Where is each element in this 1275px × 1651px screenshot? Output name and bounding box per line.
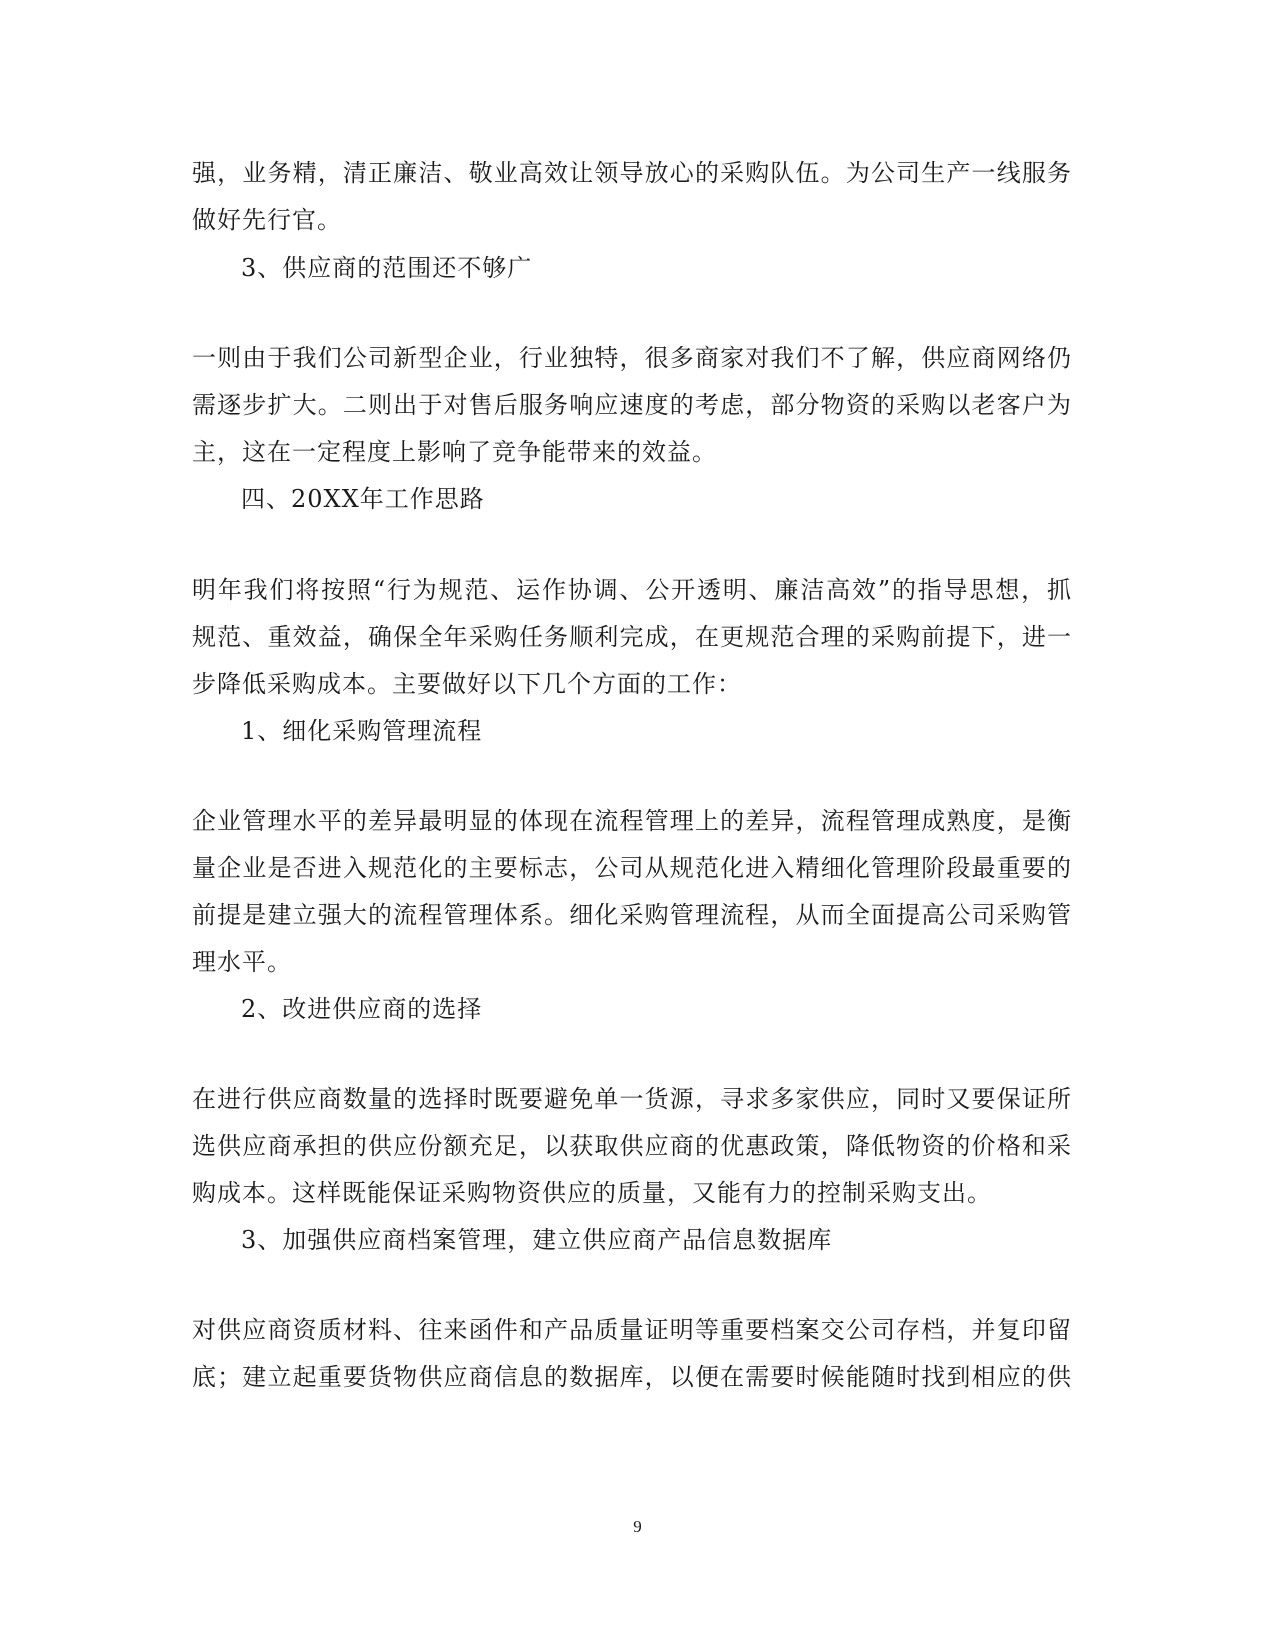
section-heading: 3、供应商的范围还不够广 bbox=[241, 254, 533, 282]
paragraph-line: 购成本。这样既能保证采购物资供应的质量，又能有力的控制采购支出。 bbox=[192, 1179, 992, 1207]
paragraph-line: 步降低采购成本。主要做好以下几个方面的工作： bbox=[192, 670, 742, 698]
section-heading: 四、20XX年工作思路 bbox=[241, 485, 485, 513]
paragraph-line: 主，这在一定程度上影响了竞争能带来的效益。 bbox=[192, 438, 717, 466]
paragraph-line: 做好先行官。 bbox=[192, 206, 342, 234]
page-number: 9 bbox=[633, 1517, 642, 1536]
paragraph-line: 量企业是否进入规范化的主要标志，公司从规范化进入精细化管理阶段最重要的 bbox=[192, 854, 1072, 882]
paragraph-line: 对供应商资质材料、往来函件和产品质量证明等重要档案交公司存档，并复印留 bbox=[192, 1316, 1072, 1344]
paragraph-line: 明年我们将按照“行为规范、运作协调、公开透明、廉洁高效”的指导思想，抓 bbox=[192, 576, 1072, 604]
paragraph-line: 理水平。 bbox=[192, 948, 292, 976]
section-heading: 2、改进供应商的选择 bbox=[241, 995, 483, 1023]
paragraph-line: 规范、重效益，确保全年采购任务顺利完成，在更规范合理的采购前提下，进一 bbox=[192, 623, 1072, 651]
paragraph-line: 底；建立起重要货物供应商信息的数据库，以便在需要时候能随时找到相应的供 bbox=[192, 1363, 1072, 1391]
paragraph-line: 一则由于我们公司新型企业，行业独特，很多商家对我们不了解，供应商网络仍 bbox=[192, 344, 1072, 372]
paragraph-line: 选供应商承担的供应份额充足，以获取供应商的优惠政策，降低物资的价格和采 bbox=[192, 1132, 1072, 1160]
section-heading: 1、细化采购管理流程 bbox=[241, 717, 483, 745]
paragraph-line: 前提是建立强大的流程管理体系。细化采购管理流程，从而全面提高公司采购管 bbox=[192, 901, 1072, 929]
section-heading: 3、加强供应商档案管理，建立供应商产品信息数据库 bbox=[241, 1226, 833, 1254]
paragraph-line: 强，业务精，清正廉洁、敬业高效让领导放心的采购队伍。为公司生产一线服务 bbox=[192, 159, 1072, 187]
paragraph-line: 需逐步扩大。二则出于对售后服务响应速度的考虑，部分物资的采购以老客户为 bbox=[192, 391, 1072, 419]
paragraph-line: 企业管理水平的差异最明显的体现在流程管理上的差异，流程管理成熟度，是衡 bbox=[192, 807, 1072, 835]
paragraph-line: 在进行供应商数量的选择时既要避免单一货源，寻求多家供应，同时又要保证所 bbox=[192, 1085, 1072, 1113]
